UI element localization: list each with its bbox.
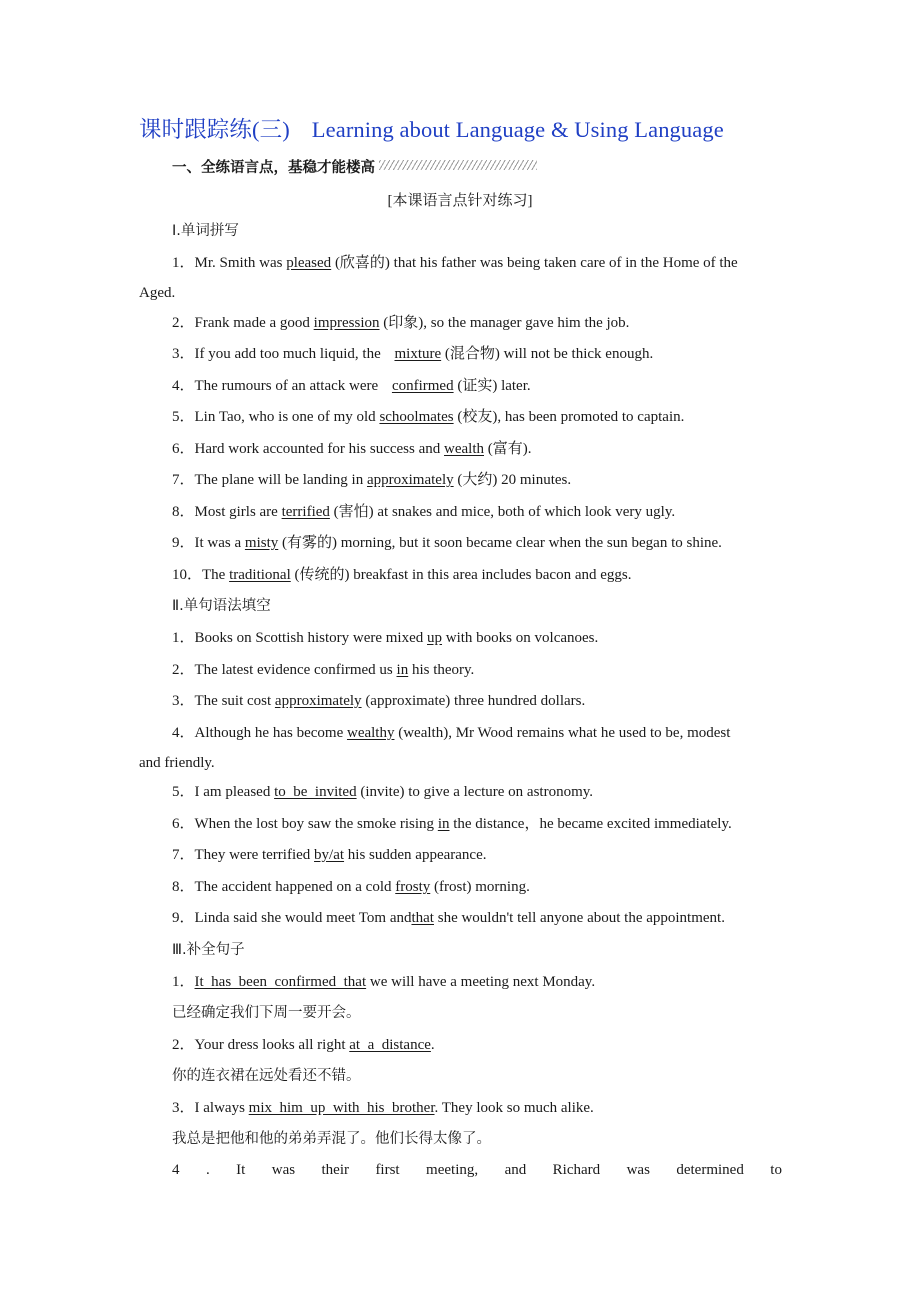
item-text: I am pleased	[194, 784, 275, 800]
word: their	[321, 1162, 349, 1178]
answer-underlined: schoolmates	[379, 409, 454, 425]
answer-underlined: up	[427, 630, 443, 646]
item-number: 4．	[172, 378, 195, 394]
question-item	[172, 692, 585, 710]
question-item-4-justified	[172, 1162, 782, 1179]
word: first	[375, 1162, 400, 1178]
item-number: 3．	[172, 693, 195, 709]
item-text: Mr. Smith was	[194, 255, 287, 271]
item-text: Frank made a good	[194, 315, 314, 331]
item-number: 1．	[172, 974, 195, 990]
question-item	[172, 909, 725, 927]
word: and	[504, 1162, 527, 1178]
bracket-note: [本课语言点针对练习]	[387, 193, 533, 209]
answer-underlined: traditional	[229, 567, 291, 583]
answer-underlined: in	[396, 662, 409, 678]
item-text: (证实) later.	[453, 378, 531, 394]
part2-heading: Ⅱ.单句语法填空	[172, 598, 271, 614]
item-number: 7．	[172, 847, 195, 863]
word: 4	[172, 1162, 180, 1178]
item-text: (approximate) three hundred dollars.	[361, 693, 586, 709]
item-text: (传统的) breakfast in this area includes bacon and eggs.	[290, 567, 632, 583]
item-text: Lin Tao, who is one of my old	[194, 409, 380, 425]
question-item	[172, 503, 675, 521]
word: was	[271, 1162, 296, 1178]
word: Richard	[552, 1162, 601, 1178]
answer-underlined: by/at	[314, 847, 345, 863]
item-text: Your dress looks all right	[194, 1037, 350, 1053]
item-text: (混合物) will not be thick enough.	[441, 346, 654, 362]
item-number: 8．	[172, 504, 195, 520]
item-text: If you add too much liquid, the	[194, 346, 385, 362]
question-item	[172, 254, 738, 272]
item-number: 2．	[172, 1037, 195, 1053]
word: determined	[676, 1162, 744, 1178]
answer-underlined: wealth	[444, 441, 484, 457]
question-item	[172, 661, 474, 679]
item-number: 6．	[172, 441, 195, 457]
question-item	[172, 846, 487, 864]
item-text: The rumours of an attack were	[194, 378, 382, 394]
item-text: The accident happened on a cold	[194, 879, 396, 895]
word: meeting,	[426, 1162, 479, 1178]
question-item	[172, 1099, 594, 1117]
part3-heading: Ⅲ.补全句子	[172, 942, 245, 958]
item-text: I always	[194, 1100, 249, 1116]
chinese-translation: 你的连衣裙在远处看还不错。	[172, 1068, 361, 1084]
question-item	[172, 440, 532, 458]
item-number: 5．	[172, 784, 195, 800]
answer-underlined: in	[437, 816, 450, 832]
word: to	[770, 1162, 782, 1178]
item-text: (富有).	[484, 441, 532, 457]
answer-underlined: confirmed	[391, 378, 454, 394]
item-text: (有雾的) morning, but it soon became clear when the sun began to shine.	[278, 535, 722, 551]
question-item	[172, 377, 531, 395]
title-chinese: 课时跟踪练(三)	[139, 117, 290, 142]
section-heading-text: 一、全练语言点，基稳才能楼高	[172, 160, 375, 176]
part1-heading: Ⅰ.单词拼写	[172, 223, 239, 239]
chinese-translation: 已经确定我们下周一要开会。	[172, 1005, 361, 1021]
answer-underlined: to be invited	[274, 784, 357, 800]
item-number: 3．	[172, 346, 195, 362]
item-text: Linda said she would meet Tom and	[194, 910, 412, 926]
item-text: . They look so much alike.	[434, 1100, 594, 1116]
item-text: They were terrified	[194, 847, 315, 863]
item-text: Hard work accounted for his success and	[194, 441, 445, 457]
item-number: 8．	[172, 879, 195, 895]
question-item	[172, 566, 631, 584]
answer-underlined: that	[411, 910, 434, 926]
question-item	[172, 973, 595, 991]
answer-underlined: pleased	[286, 255, 332, 271]
item-number: 7．	[172, 472, 195, 488]
item-text: (印象), so the manager gave him the job.	[379, 315, 630, 331]
item-number: 1．	[172, 630, 195, 646]
item-text: his sudden appearance.	[344, 847, 487, 863]
chinese-translation: 我总是把他和他的弟弟弄混了。他们长得太像了。	[172, 1131, 491, 1147]
title-english: Learning about Language & Using Language	[311, 117, 724, 142]
question-item	[172, 345, 653, 363]
answer-underlined: frosty	[395, 879, 431, 895]
item-text: The	[202, 567, 230, 583]
item-text: The plane will be landing in	[194, 472, 367, 488]
question-item	[172, 534, 722, 552]
question-item	[172, 471, 571, 489]
question-item	[172, 724, 730, 742]
item-text: (欣喜的) that his father was being taken care of in the Home of the	[331, 255, 738, 271]
item-text: (校友), has been promoted to captain.	[453, 409, 685, 425]
item-text: .	[430, 1037, 435, 1053]
answer-underlined: approximately	[366, 472, 454, 488]
question-item	[172, 783, 593, 801]
answer-underlined: mix him up with his brother	[248, 1100, 435, 1116]
item-text: with books on volcanoes.	[442, 630, 599, 646]
item-text: It was a	[194, 535, 245, 551]
answer-underlined: approximately	[274, 693, 362, 709]
item-number: 9．	[172, 535, 195, 551]
item-number: 9．	[172, 910, 195, 926]
answer-underlined: wealthy	[346, 725, 395, 741]
item-number: 6．	[172, 816, 195, 832]
question-item	[172, 629, 598, 647]
item-number: 5．	[172, 409, 195, 425]
word: .	[205, 1162, 210, 1178]
item-number: 2．	[172, 662, 195, 678]
question-item	[172, 815, 732, 833]
item-continuation: and friendly.	[139, 755, 215, 771]
item-number: 2．	[172, 315, 195, 331]
page-title	[139, 112, 724, 144]
item-text: (大约) 20 minutes.	[453, 472, 572, 488]
item-text: (frost) morning.	[430, 879, 530, 895]
item-text: Books on Scottish history were mixed	[194, 630, 428, 646]
item-text: the distance，he became excited immediately.	[449, 816, 732, 832]
item-text: we will have a meeting next Monday.	[366, 974, 596, 990]
item-continuation: Aged.	[139, 285, 176, 301]
question-item	[172, 1036, 435, 1054]
item-text: she wouldn't tell anyone about the appointment.	[433, 910, 725, 926]
item-text: The suit cost	[194, 693, 275, 709]
question-item	[172, 408, 684, 426]
question-item	[172, 314, 629, 332]
word: was	[626, 1162, 650, 1178]
item-text: (wealth), Mr Wood remains what he used to be, modest	[394, 725, 731, 741]
item-number: 10．	[172, 567, 203, 583]
hatch-decoration	[379, 160, 537, 170]
item-text: Although he has become	[194, 725, 347, 741]
answer-underlined: impression	[313, 315, 380, 331]
item-text: The latest evidence confirmed us	[194, 662, 397, 678]
item-text: (invite) to give a lecture on astronomy.	[356, 784, 594, 800]
item-number: 1．	[172, 255, 195, 271]
item-text: When the lost boy saw the smoke rising	[194, 816, 438, 832]
question-item	[172, 878, 530, 896]
item-text: his theory.	[408, 662, 475, 678]
answer-underlined: mixture	[394, 346, 442, 362]
answer-underlined: at a distance	[349, 1037, 431, 1053]
word: It	[236, 1162, 246, 1178]
answer-underlined: misty	[244, 535, 279, 551]
item-text: Most girls are	[194, 504, 282, 520]
answer-underlined: It has been confirmed that	[194, 974, 367, 990]
section-heading	[172, 156, 537, 177]
item-number: 4．	[172, 725, 195, 741]
answer-underlined: terrified	[281, 504, 330, 520]
item-text: (害怕) at snakes and mice, both of which look very ugly.	[329, 504, 676, 520]
item-number: 3．	[172, 1100, 195, 1116]
